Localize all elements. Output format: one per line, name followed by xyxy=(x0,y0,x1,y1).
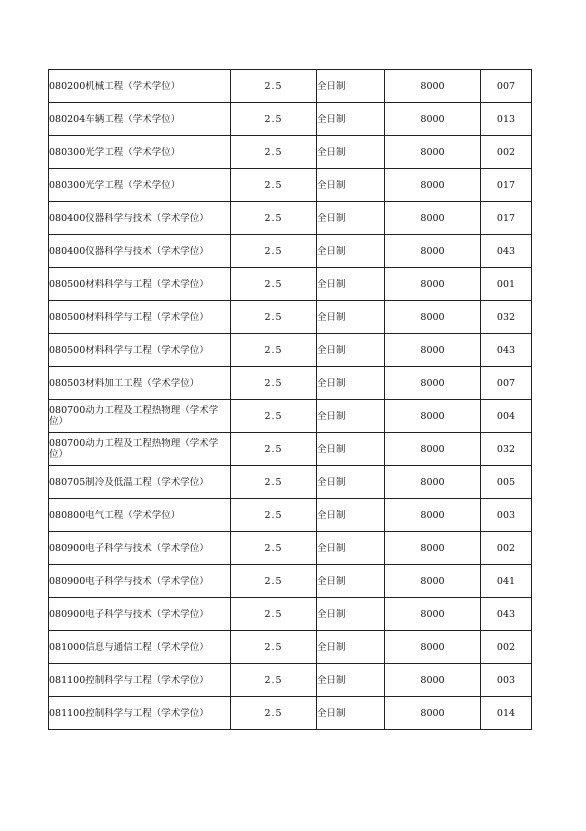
study-mode-cell-text: 全日制 xyxy=(317,179,346,191)
code-cell-text: 041 xyxy=(496,575,516,587)
major-cell xyxy=(49,433,231,466)
years-cell xyxy=(231,565,317,598)
major-cell xyxy=(49,697,231,730)
program-table-body xyxy=(49,70,532,730)
years-cell-text: 2.5 xyxy=(264,410,283,422)
fee-cell-text: 8000 xyxy=(420,641,445,653)
major-cell xyxy=(49,565,231,598)
fee-cell xyxy=(385,301,481,334)
study-mode-cell xyxy=(317,631,385,664)
years-cell-text: 2.5 xyxy=(264,509,283,521)
study-mode-cell-text: 全日制 xyxy=(317,113,346,125)
study-mode-cell xyxy=(317,334,385,367)
code-cell-text: 017 xyxy=(496,212,516,224)
table-row xyxy=(49,631,532,664)
major-cell xyxy=(49,235,231,268)
major-cell-text: 081100控制科学与工程（学术学位） xyxy=(49,707,209,719)
fee-cell-text: 8000 xyxy=(420,575,445,587)
major-cell-text: 080900电子科学与技术（学术学位） xyxy=(49,542,209,554)
table-row xyxy=(49,598,532,631)
years-cell-text: 2.5 xyxy=(264,575,283,587)
code-cell-text: 002 xyxy=(496,146,516,158)
fee-cell-text: 8000 xyxy=(420,509,445,521)
study-mode-cell-text: 全日制 xyxy=(317,575,346,587)
code-cell-text: 002 xyxy=(496,542,516,554)
major-cell-text: 081100控制科学与工程（学术学位） xyxy=(49,674,209,686)
major-cell-text: 080400仪器科学与技术（学术学位） xyxy=(49,245,209,257)
study-mode-cell-text: 全日制 xyxy=(317,542,346,554)
study-mode-cell xyxy=(317,103,385,136)
study-mode-cell xyxy=(317,532,385,565)
table-row xyxy=(49,235,532,268)
code-cell xyxy=(481,598,532,631)
major-cell-text: 080900电子科学与技术（学术学位） xyxy=(49,608,209,620)
years-cell-text: 2.5 xyxy=(264,212,283,224)
study-mode-cell xyxy=(317,499,385,532)
study-mode-cell-text: 全日制 xyxy=(317,377,346,389)
study-mode-cell-text: 全日制 xyxy=(317,278,346,290)
fee-cell-text: 8000 xyxy=(420,542,445,554)
study-mode-cell-text: 全日制 xyxy=(317,344,346,356)
code-cell xyxy=(481,532,532,565)
years-cell xyxy=(231,499,317,532)
years-cell xyxy=(231,400,317,433)
table-row xyxy=(49,532,532,565)
fee-cell xyxy=(385,598,481,631)
code-cell-text: 005 xyxy=(496,476,516,488)
code-cell xyxy=(481,565,532,598)
fee-cell xyxy=(385,70,481,103)
fee-cell-text: 8000 xyxy=(420,113,445,125)
major-cell-text: 080503材料加工工程（学术学位） xyxy=(49,377,200,389)
fee-cell-text: 8000 xyxy=(420,410,445,422)
major-cell-text: 080300光学工程（学术学位） xyxy=(49,179,181,191)
study-mode-cell xyxy=(317,235,385,268)
years-cell xyxy=(231,532,317,565)
study-mode-cell xyxy=(317,400,385,433)
fee-cell xyxy=(385,400,481,433)
study-mode-cell xyxy=(317,433,385,466)
fee-cell xyxy=(385,697,481,730)
major-cell xyxy=(49,169,231,202)
code-cell-text: 003 xyxy=(496,509,516,521)
years-cell-text: 2.5 xyxy=(264,377,283,389)
years-cell-text: 2.5 xyxy=(264,278,283,290)
table-row xyxy=(49,334,532,367)
fee-cell-text: 8000 xyxy=(420,377,445,389)
major-cell xyxy=(49,70,231,103)
fee-cell-text: 8000 xyxy=(420,278,445,290)
code-cell xyxy=(481,202,532,235)
fee-cell-text: 8000 xyxy=(420,476,445,488)
fee-cell-text: 8000 xyxy=(420,80,445,92)
years-cell xyxy=(231,598,317,631)
fee-cell xyxy=(385,334,481,367)
code-cell-text: 007 xyxy=(496,377,516,389)
fee-cell xyxy=(385,169,481,202)
fee-cell-text: 8000 xyxy=(420,212,445,224)
fee-cell xyxy=(385,466,481,499)
fee-cell xyxy=(385,268,481,301)
fee-cell xyxy=(385,367,481,400)
years-cell xyxy=(231,664,317,697)
fee-cell-text: 8000 xyxy=(420,608,445,620)
major-cell xyxy=(49,301,231,334)
code-cell xyxy=(481,301,532,334)
years-cell xyxy=(231,697,317,730)
major-cell xyxy=(49,103,231,136)
code-cell xyxy=(481,499,532,532)
code-cell xyxy=(481,697,532,730)
study-mode-cell xyxy=(317,136,385,169)
study-mode-cell xyxy=(317,202,385,235)
years-cell xyxy=(231,70,317,103)
code-cell xyxy=(481,664,532,697)
table-row xyxy=(49,136,532,169)
table-row xyxy=(49,202,532,235)
major-cell-text: 080700动力工程及工程热物理（学术学位） xyxy=(49,405,219,427)
major-cell-text: 080200机械工程（学术学位） xyxy=(49,80,181,92)
years-cell xyxy=(231,202,317,235)
years-cell-text: 2.5 xyxy=(264,674,283,686)
major-cell xyxy=(49,334,231,367)
table-row xyxy=(49,433,532,466)
study-mode-cell-text: 全日制 xyxy=(317,311,346,323)
major-cell-text: 080700动力工程及工程热物理（学术学位） xyxy=(49,438,219,460)
years-cell xyxy=(231,334,317,367)
code-cell-text: 001 xyxy=(496,278,516,290)
table-row xyxy=(49,466,532,499)
table-row xyxy=(49,367,532,400)
major-cell-text: 080204车辆工程（学术学位） xyxy=(49,113,181,125)
study-mode-cell xyxy=(317,169,385,202)
code-cell-text: 013 xyxy=(496,113,516,125)
major-cell xyxy=(49,499,231,532)
code-cell xyxy=(481,367,532,400)
study-mode-cell-text: 全日制 xyxy=(317,641,346,653)
code-cell-text: 003 xyxy=(496,674,516,686)
years-cell-text: 2.5 xyxy=(264,113,283,125)
study-mode-cell-text: 全日制 xyxy=(317,245,346,257)
major-cell xyxy=(49,598,231,631)
major-cell xyxy=(49,268,231,301)
major-cell xyxy=(49,466,231,499)
years-cell-text: 2.5 xyxy=(264,476,283,488)
table-row xyxy=(49,103,532,136)
table-row xyxy=(49,400,532,433)
major-cell-text: 080800电气工程（学术学位） xyxy=(49,509,181,521)
fee-cell-text: 8000 xyxy=(420,245,445,257)
years-cell-text: 2.5 xyxy=(264,80,283,92)
code-cell xyxy=(481,103,532,136)
years-cell xyxy=(231,169,317,202)
study-mode-cell-text: 全日制 xyxy=(317,509,346,521)
code-cell xyxy=(481,334,532,367)
study-mode-cell-text: 全日制 xyxy=(317,608,346,620)
years-cell-text: 2.5 xyxy=(264,641,283,653)
fee-cell xyxy=(385,631,481,664)
code-cell xyxy=(481,268,532,301)
code-cell xyxy=(481,169,532,202)
study-mode-cell xyxy=(317,565,385,598)
code-cell-text: 032 xyxy=(496,311,516,323)
study-mode-cell xyxy=(317,697,385,730)
fee-cell-text: 8000 xyxy=(420,146,445,158)
fee-cell xyxy=(385,136,481,169)
code-cell xyxy=(481,433,532,466)
code-cell-text: 002 xyxy=(496,641,516,653)
fee-cell xyxy=(385,433,481,466)
table-row xyxy=(49,169,532,202)
study-mode-cell xyxy=(317,301,385,334)
years-cell xyxy=(231,433,317,466)
major-cell-text: 080400仪器科学与技术（学术学位） xyxy=(49,212,209,224)
study-mode-cell-text: 全日制 xyxy=(317,476,346,488)
study-mode-cell xyxy=(317,598,385,631)
years-cell-text: 2.5 xyxy=(264,344,283,356)
code-cell xyxy=(481,235,532,268)
code-cell-text: 043 xyxy=(496,245,516,257)
code-cell xyxy=(481,136,532,169)
years-cell-text: 2.5 xyxy=(264,542,283,554)
code-cell-text: 017 xyxy=(496,179,516,191)
years-cell-text: 2.5 xyxy=(264,179,283,191)
code-cell-text: 004 xyxy=(496,410,516,422)
study-mode-cell xyxy=(317,466,385,499)
major-cell-text: 080500材料科学与工程（学术学位） xyxy=(49,278,209,290)
study-mode-cell-text: 全日制 xyxy=(317,443,346,455)
fee-cell xyxy=(385,235,481,268)
study-mode-cell xyxy=(317,268,385,301)
code-cell xyxy=(481,70,532,103)
years-cell-text: 2.5 xyxy=(264,311,283,323)
study-mode-cell xyxy=(317,367,385,400)
table-row xyxy=(49,70,532,103)
code-cell-text: 007 xyxy=(496,80,516,92)
major-cell xyxy=(49,400,231,433)
years-cell-text: 2.5 xyxy=(264,608,283,620)
fee-cell xyxy=(385,499,481,532)
table-row xyxy=(49,565,532,598)
code-cell xyxy=(481,400,532,433)
years-cell xyxy=(231,103,317,136)
study-mode-cell-text: 全日制 xyxy=(317,80,346,92)
table-row xyxy=(49,664,532,697)
years-cell xyxy=(231,466,317,499)
table-row xyxy=(49,697,532,730)
years-cell-text: 2.5 xyxy=(264,146,283,158)
code-cell-text: 043 xyxy=(496,344,516,356)
study-mode-cell-text: 全日制 xyxy=(317,212,346,224)
study-mode-cell-text: 全日制 xyxy=(317,410,346,422)
major-cell xyxy=(49,367,231,400)
years-cell-text: 2.5 xyxy=(264,707,283,719)
fee-cell-text: 8000 xyxy=(420,674,445,686)
fee-cell-text: 8000 xyxy=(420,344,445,356)
major-cell xyxy=(49,664,231,697)
major-cell-text: 080500材料科学与工程（学术学位） xyxy=(49,311,209,323)
fee-cell-text: 8000 xyxy=(420,179,445,191)
years-cell xyxy=(231,631,317,664)
fee-cell xyxy=(385,202,481,235)
study-mode-cell xyxy=(317,664,385,697)
years-cell-text: 2.5 xyxy=(264,245,283,257)
years-cell xyxy=(231,301,317,334)
major-cell-text: 080705制冷及低温工程（学术学位） xyxy=(49,476,209,488)
years-cell xyxy=(231,235,317,268)
table-row xyxy=(49,268,532,301)
fee-cell-text: 8000 xyxy=(420,443,445,455)
fee-cell xyxy=(385,103,481,136)
fee-cell-text: 8000 xyxy=(420,707,445,719)
code-cell xyxy=(481,466,532,499)
years-cell xyxy=(231,136,317,169)
fee-cell xyxy=(385,532,481,565)
fee-cell-text: 8000 xyxy=(420,311,445,323)
fee-cell xyxy=(385,664,481,697)
study-mode-cell-text: 全日制 xyxy=(317,674,346,686)
code-cell-text: 014 xyxy=(496,707,516,719)
table-row xyxy=(49,301,532,334)
study-mode-cell-text: 全日制 xyxy=(317,707,346,719)
major-cell-text: 080500材料科学与工程（学术学位） xyxy=(49,344,209,356)
major-cell xyxy=(49,202,231,235)
study-mode-cell-text: 全日制 xyxy=(317,146,346,158)
years-cell xyxy=(231,268,317,301)
study-mode-cell xyxy=(317,70,385,103)
major-cell xyxy=(49,136,231,169)
years-cell-text: 2.5 xyxy=(264,443,283,455)
code-cell-text: 032 xyxy=(496,443,516,455)
major-cell-text: 080900电子科学与技术（学术学位） xyxy=(49,575,209,587)
table-row xyxy=(49,499,532,532)
code-cell xyxy=(481,631,532,664)
major-cell xyxy=(49,631,231,664)
major-cell xyxy=(49,532,231,565)
major-cell-text: 081000信息与通信工程（学术学位） xyxy=(49,641,209,653)
code-cell-text: 043 xyxy=(496,608,516,620)
years-cell xyxy=(231,367,317,400)
program-table xyxy=(48,69,532,730)
major-cell-text: 080300光学工程（学术学位） xyxy=(49,146,181,158)
fee-cell xyxy=(385,565,481,598)
